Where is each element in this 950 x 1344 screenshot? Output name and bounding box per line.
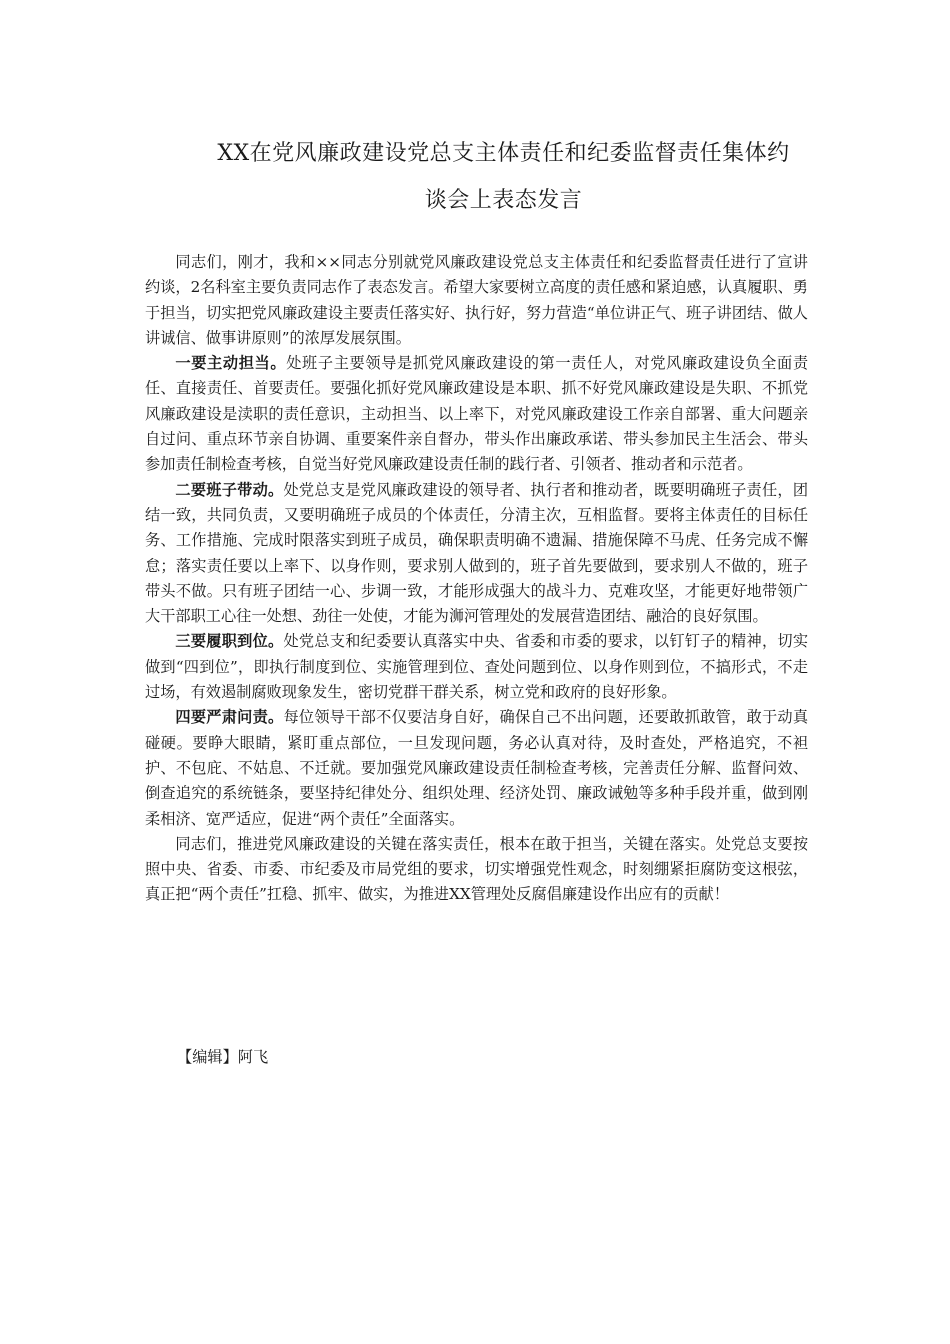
paragraph-text: 处党总支和纪委要认真落实中央、省委和市委的要求，以钉钉子的精神，切实做到“四到位”，即执行制度到位、实施管理到位、查处问题到位、以身作则到位，不搞形式，不走过场，有效遏制腐败现象发生，密切党群干群关系，树立党和政府的良好形象。 bbox=[145, 632, 809, 702]
document-title-line-1: XX在党风廉政建设党总支主体责任和纪委监督责任集体约 bbox=[217, 141, 790, 166]
paragraph-lead: 四要严肃问责。 bbox=[175, 708, 284, 727]
paragraph-text: 处党总支是党风廉政建设的领导者、执行者和推动者，既要明确班子责任，团结一致，共同负责，又要明确班子成员的个体责任，分清主次，互相监督。要将主体责任的目标任务、工作措施、完成时限落实到班子成员，确保职责明确不遗漏、措施保障不马虎、任务完成不懈怠；落实责任要以上率下、以身作则，要求别人做到的，班子首先要做到，要求别人不做的，班子带头不做。只有班子团结一心、步调一致，才能形成强大的战斗力、克难攻坚，才能更好地带领广大干部职工心往一处想、劲往一处使，才能为浉河管理处的发展营造团结、融洽的良好氛围。 bbox=[145, 480, 809, 626]
document-body bbox=[145, 250, 808, 908]
paragraph-point-1 bbox=[145, 351, 808, 477]
paragraph-opening bbox=[145, 250, 808, 351]
paragraph-text: 同志们，推进党风廉政建设的关键在落实责任，根本在敢于担当，关键在落实。处党总支要按照中央、省委、市委、市纪委及市局党组的要求，切实增强党性观念，时刻绷紧拒腐防变这根弦，真正把“两个责任”扛稳、抓牢、做实，为推进XX管理处反腐倡廉建设作出应有的贡献！ bbox=[145, 834, 808, 904]
paragraph-text: 每位领导干部不仅要洁身自好，确保自己不出问题，还要敢抓敢管，敢于动真碰硬。要睁大眼睛，紧盯重点部位，一旦发现问题，务必认真对待，及时查处，严格追究，不袒护、不包庇、不姑息、不迁就。要加强党风廉政建设责任制检查考核，完善责任分解、监督问效、倒查追究的系统链条，要坚持纪律处分、组织处理、经济处罚、廉政诫勉等多种手段并重，做到刚柔相济、宽严适应，促进“两个责任”全面落实。 bbox=[145, 708, 809, 828]
paragraph-lead: 二要班子带动。 bbox=[175, 480, 284, 499]
paragraph-lead: 一要主动担当。 bbox=[175, 354, 287, 373]
paragraph-point-3 bbox=[145, 629, 808, 705]
paragraph-lead: 三要履职到位。 bbox=[175, 632, 284, 651]
paragraph-text: 同志们，刚才，我和××同志分别就党风廉政建设党总支主体责任和纪委监督责任进行了宣讲约谈，2名科室主要负责同志作了表态发言。希望大家要树立高度的责任感和紧迫感，认真履职、勇于担当，切实把党风廉政建设主要责任落实好、执行好，努力营造“单位讲正气、班子讲团结、做人讲诚信、做事讲原则”的浓厚发展氛围。 bbox=[145, 253, 808, 347]
editor-credit: 【编辑】阿飞 bbox=[177, 1048, 269, 1066]
document-title-line-2: 谈会上表态发言 bbox=[424, 188, 583, 213]
paragraph-closing bbox=[145, 832, 808, 908]
paragraph-point-4 bbox=[145, 705, 808, 831]
paragraph-text: 处班子主要领导是抓党风廉政建设的第一责任人，对党风廉政建设负全面责任、直接责任、首要责任。要强化抓好党风廉政建设是本职、抓不好党风廉政建设是失职、不抓党风廉政建设是渎职的责任意识，主动担当、以上率下，对党风廉政建设工作亲自部署、重大问题亲自过问、重点环节亲自协调、重要案件亲自督办，带头作出廉政承诺、带头参加民主生活会、带头参加责任制检查考核，自觉当好党风廉政建设责任制的践行者、引领者、推动者和示范者。 bbox=[145, 354, 809, 474]
paragraph-point-2 bbox=[145, 478, 808, 630]
